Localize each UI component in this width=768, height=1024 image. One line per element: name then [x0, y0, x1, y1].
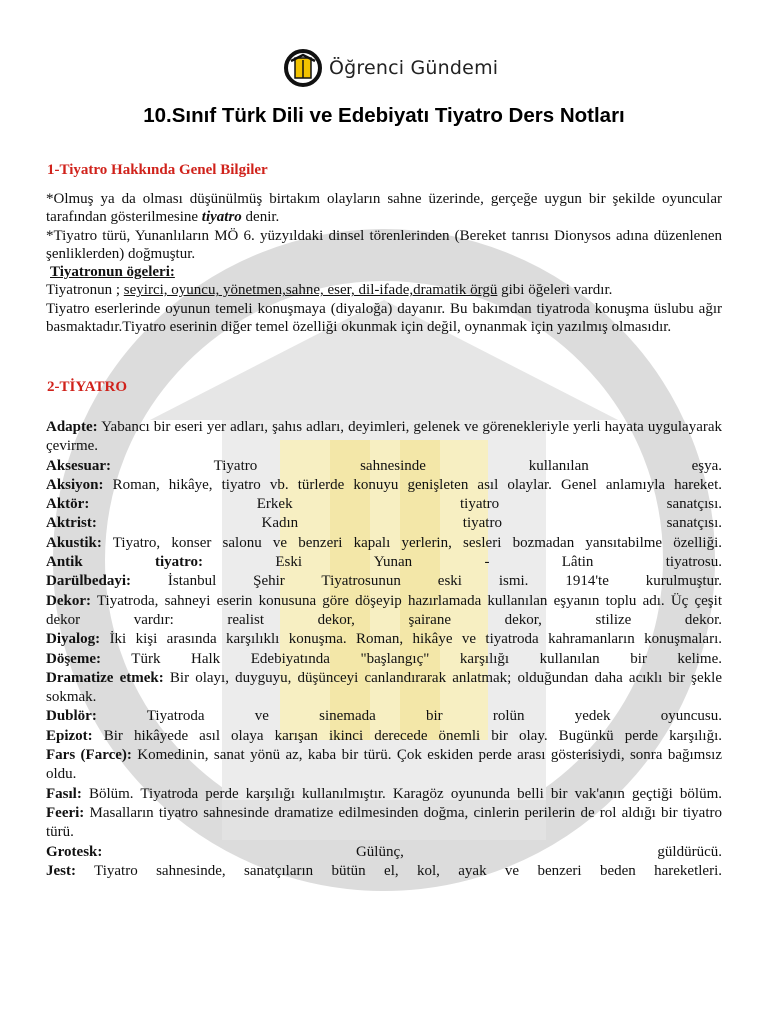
glossary-definition: Eski Yunan - Lâtin tiyatrosu. — [275, 554, 722, 571]
glossary-entry — [46, 804, 722, 843]
glossary-entry — [46, 553, 722, 572]
glossary-entry — [46, 534, 722, 553]
glossary-term: Aktrist: — [46, 515, 97, 532]
glossary-term: Darülbedayi: — [46, 573, 132, 590]
glossary-term: Akustik: — [46, 534, 102, 551]
glossary-term: Fars (Farce): — [46, 747, 132, 764]
glossary-definition: Kadın tiyatro sanatçısı. — [261, 515, 722, 532]
glossary-term: Diyalog: — [46, 631, 101, 648]
brand-name: Öğrenci Gündemi — [329, 57, 499, 79]
glossary-definition: Erkek tiyatro sanatçısı. — [256, 496, 723, 513]
glossary-definition: Tiyatroda, sahneyi eserin konusuna göre döşeyip hazırlamada kullanılan eşyanın toplu adı. Üç çeşit dekor vardır: realist dekor, şairane dekor, stilize dekor. — [46, 592, 722, 628]
section-general-body — [46, 190, 722, 336]
glossary-definition: Türk Halk Edebiyatında "başlangıç" karşılığı kullanılan bir kelime. — [131, 650, 722, 667]
glossary-entry — [46, 457, 722, 476]
paragraph-elements: Tiyatronun ; seyirci, oyuncu, yönetmen,sahne, eser, dil-ifade,dramatik örgü gibi öğeleri vardır. — [46, 282, 613, 299]
glossary-term: Dramatize etmek: — [46, 669, 164, 686]
glossary-entry — [46, 592, 722, 631]
glossary-definition: Tiyatro sahnesinde, sanatçıların bütün el, kol, ayak ve benzeri beden hareketleri. — [94, 862, 722, 879]
glossary-term: Döşeme: — [46, 650, 101, 667]
glossary-term: Adapte: — [46, 419, 98, 435]
paragraph-dialogue: Tiyatro eserlerinde oyunun temeli konuşmaya (diyaloğa) dayanır. Bu bakımdan tiyatroda konuşma üslubu ağır basmaktadır.Tiyatro eserinin diğer temel özelliği okunmak için değil, oynanmak için yazılmış olmasıdır. — [46, 300, 722, 336]
glossary-entry — [46, 707, 722, 726]
glossary-entry — [46, 476, 722, 495]
glossary-definition: Bölüm. Tiyatroda perde karşılığı kullanılmıştır. Karagöz oyununda belli bir vak'anın geçtiği bölüm. — [88, 785, 722, 802]
glossary-term: Aksiyon: — [46, 476, 104, 493]
section-heading-theatre: 2-TİYATRO — [47, 379, 128, 395]
glossary-term: Feeri: — [46, 804, 85, 821]
subheading-elements: Tiyatronun ögeleri: — [50, 264, 175, 281]
glossary-entry — [46, 785, 722, 804]
glossary-definition: Tiyatro sahnesinde kullanılan eşya. — [213, 457, 723, 474]
glossary-term: Epizot: — [46, 727, 93, 744]
glossary-definition: Masalların tiyatro sahnesinde dramatize edilmesinden doğma, cinlerin perilerin de rol aldığı bir tiyatro türü. — [46, 804, 722, 841]
glossary-definition: Komedinin, sanat yönü az, kaba bir türü. Çok eskiden perde arası gösterisiydi, sonra bağımsız oldu. — [46, 747, 722, 783]
paragraph-origin: *Tiyatro türü, Yunanlıların MÖ 6. yüzyıldaki dinsel törenlerinden (Bereket tanrısı Dionysos adına düzenlenen şenliklerden) doğmuştur. — [46, 227, 722, 262]
glossary-term: Dublör: — [46, 708, 97, 725]
glossary-entry — [46, 495, 722, 514]
glossary-definition: Yabancı bir eseri yer adları, şahıs adları, deyimleri, gelenek ve görenekleriyle yerli hayata uygulayarak çevirme. — [46, 419, 722, 455]
glossary-list — [46, 418, 722, 881]
glossary-definition: Bir hikâyede asıl olaya karışan ikinci derecede önemli bir olay. Bugünkü perde karşılığı. — [103, 727, 722, 744]
brand-logo — [283, 46, 498, 90]
glossary-term: Fasıl: — [46, 785, 82, 802]
glossary-term: Dekor: — [46, 592, 91, 609]
glossary-entry — [46, 514, 722, 533]
glossary-entry — [46, 843, 722, 862]
glossary-entry — [46, 669, 722, 708]
glossary-definition: Tiyatro, konser salonu ve benzeri kapalı yerlerin, sesleri bozmadan yansıtabilme özelliği. — [112, 534, 722, 551]
glossary-term: Jest: — [46, 862, 76, 879]
glossary-entry — [46, 418, 722, 457]
glossary-definition: İki kişi arasında karşılıklı konuşma. Roman, hikâye ve tiyatroda kahramanların konuşmaları. — [109, 631, 723, 648]
glossary-definition: Tiyatroda ve sinemada bir rolün yedek oyuncusu. — [146, 708, 722, 725]
section-heading-general: 1-Tiyatro Hakkında Genel Bilgiler — [47, 162, 268, 178]
paragraph-definition: *Olmuş ya da olması düşünülmüş birtakım olayların sahne üzerinde, gerçeğe uygun bir şekilde oyuncular tarafından gösterilmesine tiyatro denir. — [46, 191, 722, 226]
glossary-term: Aktör: — [46, 496, 90, 513]
glossary-definition: Bir olayı, duyguyu, düşünceyi canlandırarak anlatmak; olduğundan daha acıklı bir şekle sokmak. — [46, 669, 723, 706]
glossary-entry — [46, 862, 722, 881]
glossary-definition: Gülünç, güldürücü. — [355, 843, 722, 860]
glossary-entry — [46, 746, 722, 785]
glossary-term: Aksesuar: — [46, 457, 112, 474]
glossary-definition: Roman, hikâye, tiyatro vb. türlerde konuyu genişleten asıl olaylar. Genel anlamıyla hareket. — [112, 476, 722, 493]
glossary-definition: İstanbul Şehir Tiyatrosunun eski ismi. 1914'te kurulmuştur. — [167, 573, 723, 590]
page-title: 10.Sınıf Türk Dili ve Edebiyatı Tiyatro Ders Notları — [143, 104, 625, 127]
graduation-book-icon — [283, 48, 323, 88]
glossary-term: Antik tiyatro: — [46, 554, 204, 571]
glossary-entry — [46, 650, 722, 669]
glossary-entry — [46, 630, 722, 649]
glossary-entry — [46, 572, 722, 591]
glossary-term: Grotesk: — [46, 843, 103, 860]
glossary-entry — [46, 727, 722, 746]
